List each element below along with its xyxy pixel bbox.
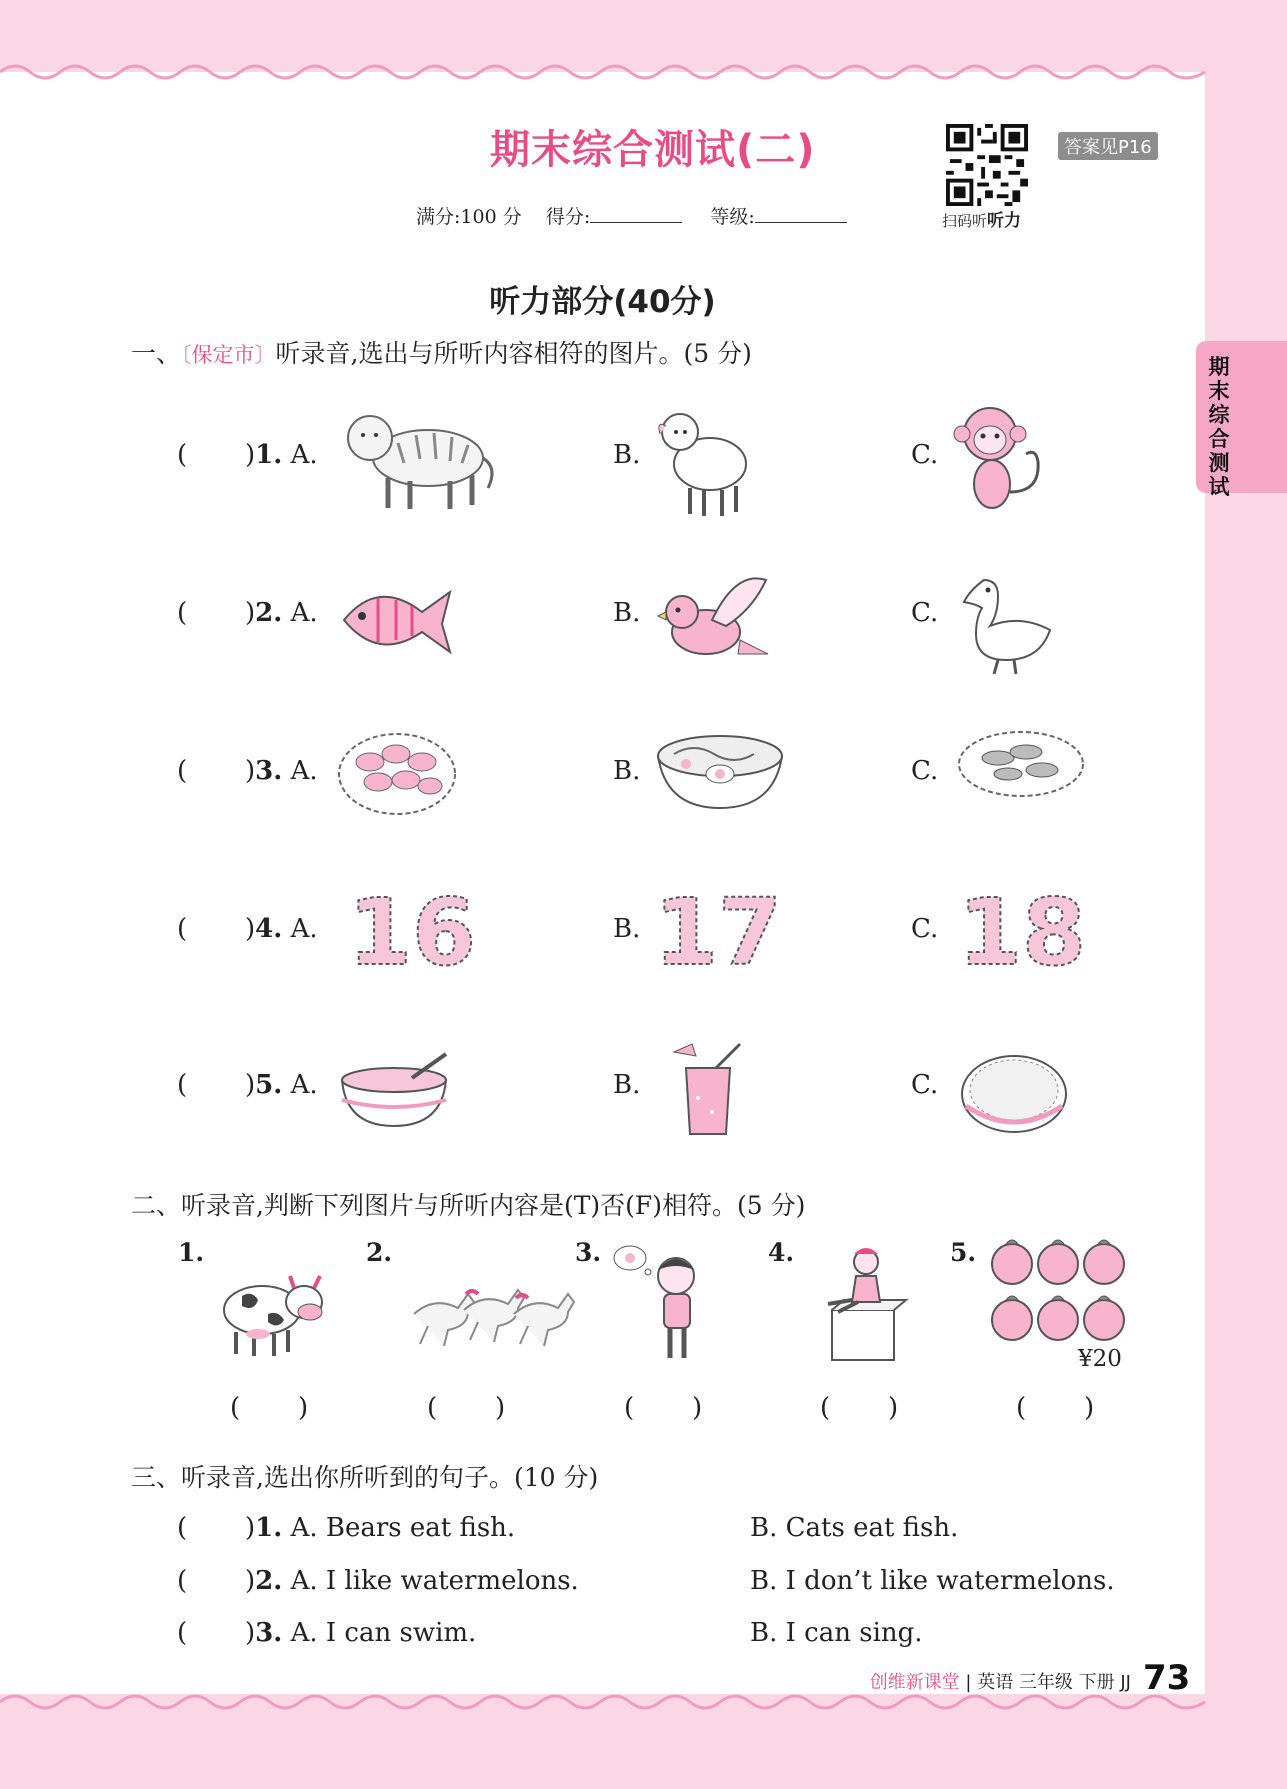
number-seventeen-graphic <box>650 879 783 986</box>
sheep-icon <box>652 402 752 520</box>
s1-question-5: ( )5. A. <box>177 1070 318 1100</box>
s1-q4-option-c[interactable]: C. <box>911 914 939 944</box>
footer-brand: 创维新课堂 <box>869 1672 960 1693</box>
peach-price: ¥20 <box>1078 1346 1122 1372</box>
tiger-icon <box>338 403 498 515</box>
grade-label: 等级: <box>710 206 755 228</box>
s2-item-3-number: 3. <box>575 1238 602 1267</box>
s1-q2-option-c[interactable]: C. <box>911 598 939 628</box>
horses-icon <box>404 1274 576 1350</box>
s1-question-1: ( )1. A. <box>177 440 318 470</box>
svg-text:18: 18 <box>958 879 1087 986</box>
s3-q3-option-b[interactable]: B. I can sing. <box>750 1618 923 1648</box>
s1-q2-option-b[interactable]: B. <box>613 598 641 628</box>
s3-q3-option-a[interactable]: A. I can swim. <box>290 1618 477 1648</box>
grade-blank[interactable] <box>755 204 847 223</box>
s1-q4-option-b[interactable]: B. <box>613 914 641 944</box>
s2-item-2-number: 2. <box>366 1238 393 1267</box>
s3-question-1: ( )1. A. Bears eat fish. <box>177 1513 516 1543</box>
s3-question-2: ( )2. A. I like watermelons. <box>177 1566 579 1596</box>
footer-info: 创维新课堂 | 英语 三年级 下册 JJ <box>869 1672 1131 1693</box>
s2-answer-3[interactable]: ( ) <box>624 1393 703 1423</box>
s1-q3-option-c[interactable]: C. <box>911 756 939 786</box>
region-tag: 〔保定市〕 <box>181 343 276 367</box>
s2-item-4-number: 4. <box>768 1238 795 1267</box>
fish-icon <box>338 572 454 664</box>
vegetables-icon <box>954 724 1088 802</box>
noodles-icon <box>654 720 786 812</box>
qr-caption: 扫码听听力 <box>942 211 1022 231</box>
s2-answer-2[interactable]: ( ) <box>427 1393 506 1423</box>
answer-paren[interactable]: ( ) <box>177 756 256 786</box>
s3-question-3: ( )3. A. I can swim. <box>177 1618 477 1648</box>
qr-code-icon[interactable] <box>946 124 1028 206</box>
full-score: 满分:100 分 <box>416 206 522 228</box>
number-eighteen-graphic <box>954 879 1087 986</box>
score-line <box>416 202 869 229</box>
peaches-icon <box>990 1236 1128 1348</box>
score-label: 得分: <box>545 206 591 228</box>
s1-q3-option-b[interactable]: B. <box>613 756 641 786</box>
juice-icon <box>668 1042 752 1138</box>
rice-icon <box>958 1050 1070 1136</box>
bird-icon <box>656 570 772 670</box>
top-wave-border <box>0 58 1205 84</box>
page-number: 73 <box>1143 1658 1191 1698</box>
s2-item-1-number: 1. <box>178 1238 205 1267</box>
answer-paren[interactable]: ( ) <box>177 598 256 628</box>
section3-title: 三、听录音,选出你所听到的句子。(10 分) <box>131 1463 599 1492</box>
svg-text:17: 17 <box>654 879 783 986</box>
s3-q2-option-a[interactable]: A. I like watermelons. <box>290 1566 579 1596</box>
s3-q1-option-a[interactable]: A. Bears eat fish. <box>290 1513 516 1543</box>
answer-paren[interactable]: ( ) <box>177 440 256 470</box>
answer-paren[interactable]: ( ) <box>177 1070 256 1100</box>
s1-question-3: ( )3. A. <box>177 756 318 786</box>
s2-answer-4[interactable]: ( ) <box>820 1393 899 1423</box>
answer-badge: 答案见P16 <box>1058 132 1158 160</box>
s1-question-2: ( )2. A. <box>177 598 318 628</box>
s3-q2-option-b[interactable]: B. I don’t like watermelons. <box>750 1566 1115 1596</box>
answer-paren[interactable]: ( ) <box>177 1566 256 1596</box>
svg-text:16: 16 <box>348 879 477 986</box>
s1-q5-option-c[interactable]: C. <box>911 1070 939 1100</box>
answer-paren[interactable]: ( ) <box>177 1618 256 1648</box>
s1-q5-option-b[interactable]: B. <box>613 1070 641 1100</box>
s1-question-4: ( )4. A. <box>177 914 318 944</box>
side-tab: 期末综合测试 <box>1196 341 1287 493</box>
dumplings-icon <box>334 724 460 818</box>
s3-q1-option-b[interactable]: B. Cats eat fish. <box>750 1513 959 1543</box>
duck-icon <box>954 572 1058 678</box>
score-blank[interactable] <box>590 204 682 223</box>
monkey-icon <box>948 402 1048 520</box>
girl-on-box-icon <box>810 1240 906 1364</box>
s1-q1-option-c[interactable]: C. <box>911 440 939 470</box>
answer-paren[interactable]: ( ) <box>177 914 256 944</box>
boy-thinking-icon <box>612 1240 706 1364</box>
cow-icon <box>218 1262 330 1358</box>
s2-answer-1[interactable]: ( ) <box>230 1393 309 1423</box>
s2-answer-5[interactable]: ( ) <box>1016 1393 1095 1423</box>
section2-title: 二、听录音,判断下列图片与所听内容是(T)否(F)相符。(5 分) <box>131 1191 806 1220</box>
number-sixteen-graphic <box>344 879 477 986</box>
part-title: 听力部分(40分) <box>489 284 716 320</box>
soup-icon <box>338 1050 452 1130</box>
answer-paren[interactable]: ( ) <box>177 1513 256 1543</box>
page-title: 期末综合测试(二) <box>490 127 816 173</box>
s1-q1-option-b[interactable]: B. <box>613 440 641 470</box>
s2-item-5-number: 5. <box>950 1238 977 1267</box>
section1-title: 一、〔保定市〕听录音,选出与所听内容相符的图片。(5 分) <box>131 339 752 368</box>
